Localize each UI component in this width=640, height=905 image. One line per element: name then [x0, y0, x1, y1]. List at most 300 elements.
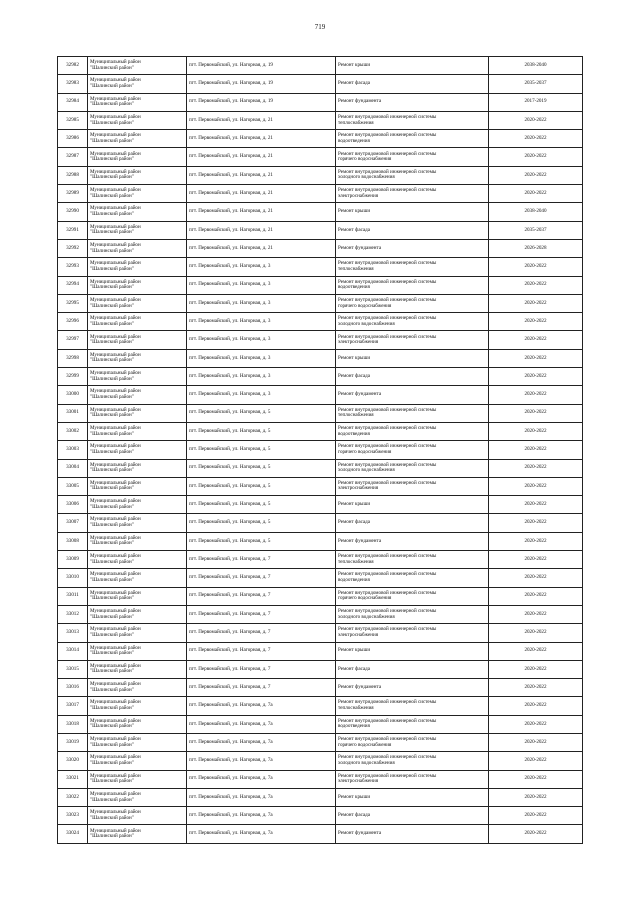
- work-type-line-2: теплоснабжения: [338, 558, 374, 565]
- municipality-cell: [88, 679, 187, 697]
- work-type-line-2: водоотведения: [338, 723, 370, 730]
- table-row: [58, 551, 583, 569]
- municipality-line-1: Муниципальный район: [90, 809, 141, 816]
- work-type-cell: [336, 111, 489, 129]
- municipality-cell: [88, 605, 187, 623]
- municipality-line-1: Муниципальный район: [90, 278, 141, 285]
- work-type-cell: [336, 75, 489, 93]
- municipality-line-2: "Шалинский район": [90, 302, 134, 309]
- municipality-cell: [88, 551, 187, 569]
- municipality-line-1: Муниципальный район: [90, 168, 141, 175]
- municipality-line-1: Муниципальный район: [90, 315, 141, 322]
- period-cell: 2035-2037: [489, 221, 583, 239]
- municipality-line-2: "Шалинский район": [90, 448, 134, 455]
- row-id: 33011: [58, 587, 88, 605]
- work-type-line-2: теплоснабжения: [338, 705, 374, 712]
- municipality-line-2: "Шалинский район": [90, 393, 134, 400]
- work-type-line-1: Ремонт внутридомовой инженерной системы: [338, 736, 437, 743]
- row-id: 32985: [58, 111, 88, 129]
- address-cell: пгт. Первомайский, ул. Нагорная, д. 3: [187, 276, 336, 294]
- period-cell: 2020-2022: [489, 441, 583, 459]
- address-cell: пгт. Первомайский, ул. Нагорная, д. 7: [187, 551, 336, 569]
- address-cell: пгт. Первомайский, ул. Нагорная, д. 21: [187, 221, 336, 239]
- municipality-cell: [88, 331, 187, 349]
- work-type-line-2: водоотведения: [338, 137, 370, 144]
- municipality-line-2: "Шалинский район": [90, 668, 134, 675]
- municipality-line-1: Муниципальный район: [90, 223, 141, 230]
- municipality-line-1: Муниципальный район: [90, 443, 141, 450]
- work-type-line-1: Ремонт внутридомовой инженерной системы: [338, 754, 437, 761]
- row-id: 32998: [58, 349, 88, 367]
- work-type-line-2: горячего водоснабжения: [338, 302, 392, 309]
- municipality-cell: [88, 422, 187, 440]
- table-row: [58, 313, 583, 331]
- municipality-line-1: Муниципальный район: [90, 626, 141, 633]
- municipality-line-1: Муниципальный район: [90, 644, 141, 651]
- municipality-line-2: "Шалинский район": [90, 430, 134, 437]
- work-type-cell: [336, 770, 489, 788]
- work-type-line-1: Ремонт внутридомовой инженерной системы: [338, 424, 437, 431]
- table-row: [58, 679, 583, 697]
- row-id: 32999: [58, 368, 88, 386]
- work-type-line-1: Ремонт фасада: [338, 372, 371, 379]
- municipality-line-1: Муниципальный район: [90, 498, 141, 505]
- work-type-cell: [336, 660, 489, 678]
- municipality-cell: [88, 111, 187, 129]
- address-cell: пгт. Первомайский, ул. Нагорная, д. 5: [187, 422, 336, 440]
- municipality-line-2: "Шалинский район": [90, 284, 134, 291]
- work-type-cell: [336, 294, 489, 312]
- row-id: 32992: [58, 239, 88, 257]
- work-type-line-2: электроснабжения: [338, 192, 379, 199]
- municipality-cell: [88, 715, 187, 733]
- work-type-line-2: электроснабжения: [338, 631, 379, 638]
- work-type-line-1: Ремонт внутридомовой инженерной системы: [338, 278, 437, 285]
- work-type-cell: [336, 587, 489, 605]
- row-id: 32983: [58, 75, 88, 93]
- municipality-line-1: Муниципальный район: [90, 479, 141, 486]
- address-cell: пгт. Первомайский, ул. Нагорная, д. 3: [187, 386, 336, 404]
- row-id: 33014: [58, 642, 88, 660]
- period-cell: 2020-2022: [489, 496, 583, 514]
- row-id: 33001: [58, 404, 88, 422]
- work-type-line-1: Ремонт фундамента: [338, 244, 382, 251]
- municipality-line-2: "Шалинский район": [90, 613, 134, 620]
- municipality-line-2: "Шалинский район": [90, 503, 134, 510]
- table-row: [58, 587, 583, 605]
- municipality-cell: [88, 441, 187, 459]
- work-type-line-1: Ремонт внутридомовой инженерной системы: [338, 571, 437, 578]
- period-cell: 2020-2022: [489, 422, 583, 440]
- municipality-line-2: "Шалинский район": [90, 631, 134, 638]
- municipality-line-2: "Шалинский район": [90, 540, 134, 547]
- period-cell: 2020-2022: [489, 551, 583, 569]
- work-type-line-2: холодного водоснабжения: [338, 320, 395, 327]
- period-cell: 2020-2022: [489, 313, 583, 331]
- work-type-line-2: холодного водоснабжения: [338, 467, 395, 474]
- municipality-line-2: "Шалинский район": [90, 64, 134, 71]
- work-type-line-1: Ремонт внутридомовой инженерной системы: [338, 607, 437, 614]
- municipality-cell: [88, 733, 187, 751]
- work-type-cell: [336, 386, 489, 404]
- table-row: [58, 697, 583, 715]
- address-cell: пгт. Первомайский, ул. Нагорная, д. 7: [187, 569, 336, 587]
- period-cell: 2020-2022: [489, 715, 583, 733]
- work-type-cell: [336, 679, 489, 697]
- address-cell: пгт. Первомайский, ул. Нагорная, д. 7: [187, 624, 336, 642]
- municipality-cell: [88, 660, 187, 678]
- municipality-line-1: Муниципальный район: [90, 388, 141, 395]
- municipality-line-1: Муниципальный район: [90, 132, 141, 139]
- municipality-line-1: Муниципальный район: [90, 370, 141, 377]
- period-cell: 2038-2040: [489, 57, 583, 75]
- row-id: 32987: [58, 148, 88, 166]
- municipality-cell: [88, 496, 187, 514]
- municipality-line-2: "Шалинский район": [90, 192, 134, 199]
- municipality-cell: [88, 130, 187, 148]
- work-type-line-2: холодного водоснабжения: [338, 759, 395, 766]
- period-cell: 2020-2022: [489, 788, 583, 806]
- address-cell: пгт. Первомайский, ул. Нагорная, д. 19: [187, 57, 336, 75]
- work-type-line-1: Ремонт фасада: [338, 226, 371, 233]
- municipality-cell: [88, 532, 187, 550]
- municipality-line-1: Муниципальный район: [90, 589, 141, 596]
- work-type-line-2: электроснабжения: [338, 778, 379, 785]
- address-cell: пгт. Первомайский, ул. Нагорная, д. 3: [187, 294, 336, 312]
- table-row: [58, 477, 583, 495]
- period-cell: 2035-2037: [489, 75, 583, 93]
- address-cell: пгт. Первомайский, ул. Нагорная, д. 21: [187, 111, 336, 129]
- table-row: [58, 294, 583, 312]
- municipality-cell: [88, 166, 187, 184]
- municipality-line-1: Муниципальный район: [90, 772, 141, 779]
- work-type-line-1: Ремонт внутридомовой инженерной системы: [338, 461, 437, 468]
- period-cell: 2020-2022: [489, 349, 583, 367]
- municipality-cell: [88, 276, 187, 294]
- period-cell: 2020-2022: [489, 660, 583, 678]
- table-row: [58, 93, 583, 111]
- municipality-cell: [88, 770, 187, 788]
- period-cell: 2020-2022: [489, 825, 583, 843]
- work-type-line-1: Ремонт крыши: [338, 647, 371, 654]
- work-type-cell: [336, 368, 489, 386]
- municipality-line-1: Муниципальный район: [90, 461, 141, 468]
- municipality-line-1: Муниципальный район: [90, 406, 141, 413]
- municipality-line-1: Муниципальный район: [90, 790, 141, 797]
- table-row: [58, 514, 583, 532]
- municipality-cell: [88, 221, 187, 239]
- work-type-line-1: Ремонт внутридомовой инженерной системы: [338, 589, 437, 596]
- period-cell: 2020-2022: [489, 459, 583, 477]
- table-row: [58, 715, 583, 733]
- work-type-cell: [336, 57, 489, 75]
- period-cell: 2026-2028: [489, 239, 583, 257]
- municipality-cell: [88, 624, 187, 642]
- row-id: 33002: [58, 422, 88, 440]
- row-id: 33023: [58, 807, 88, 825]
- table-row: [58, 57, 583, 75]
- municipality-line-2: "Шалинский район": [90, 833, 134, 840]
- municipality-line-2: "Шалинский район": [90, 174, 134, 181]
- municipality-line-2: "Шалинский район": [90, 82, 134, 89]
- municipality-cell: [88, 386, 187, 404]
- row-id: 32994: [58, 276, 88, 294]
- table-row: [58, 221, 583, 239]
- municipality-line-1: Муниципальный район: [90, 681, 141, 688]
- work-type-cell: [336, 459, 489, 477]
- work-type-line-2: горячего водоснабжения: [338, 595, 392, 602]
- municipality-cell: [88, 569, 187, 587]
- municipality-line-2: "Шалинский район": [90, 686, 134, 693]
- municipality-cell: [88, 404, 187, 422]
- period-cell: 2020-2022: [489, 185, 583, 203]
- table-row: [58, 386, 583, 404]
- work-type-line-1: Ремонт фасада: [338, 80, 371, 87]
- table-row: [58, 331, 583, 349]
- period-cell: 2020-2022: [489, 514, 583, 532]
- municipality-line-1: Муниципальный район: [90, 662, 141, 669]
- municipality-line-2: "Шалинский район": [90, 723, 134, 730]
- municipality-cell: [88, 185, 187, 203]
- table-row: [58, 752, 583, 770]
- period-cell: 2020-2022: [489, 477, 583, 495]
- work-type-line-1: Ремонт крыши: [338, 61, 371, 68]
- work-type-line-1: Ремонт фундамента: [338, 537, 382, 544]
- work-type-line-1: Ремонт крыши: [338, 500, 371, 507]
- address-cell: пгт. Первомайский, ул. Нагорная, д. 3: [187, 331, 336, 349]
- work-type-cell: [336, 532, 489, 550]
- municipality-line-2: "Шалинский район": [90, 339, 134, 346]
- municipality-line-2: "Шалинский район": [90, 796, 134, 803]
- municipality-line-2: "Шалинский район": [90, 119, 134, 126]
- work-type-cell: [336, 807, 489, 825]
- work-type-cell: [336, 715, 489, 733]
- row-id: 32996: [58, 313, 88, 331]
- table-row: [58, 166, 583, 184]
- work-type-line-1: Ремонт внутридомовой инженерной системы: [338, 717, 437, 724]
- municipality-line-1: Муниципальный район: [90, 242, 141, 249]
- work-type-cell: [336, 221, 489, 239]
- page-number: 719: [314, 23, 326, 31]
- municipality-line-2: "Шалинский район": [90, 595, 134, 602]
- table-row: [58, 569, 583, 587]
- address-cell: пгт. Первомайский, ул. Нагорная, д. 19: [187, 75, 336, 93]
- municipality-cell: [88, 459, 187, 477]
- work-type-cell: [336, 349, 489, 367]
- period-cell: 2017-2019: [489, 93, 583, 111]
- row-id: 33010: [58, 569, 88, 587]
- work-type-line-1: Ремонт фундамента: [338, 98, 382, 105]
- work-type-cell: [336, 203, 489, 221]
- table-row: [58, 642, 583, 660]
- row-id: 33020: [58, 752, 88, 770]
- work-type-cell: [336, 733, 489, 751]
- row-id: 33024: [58, 825, 88, 843]
- work-type-line-2: теплоснабжения: [338, 265, 374, 272]
- period-cell: 2020-2022: [489, 111, 583, 129]
- period-cell: 2020-2022: [489, 368, 583, 386]
- work-type-cell: [336, 697, 489, 715]
- address-cell: пгт. Первомайский, ул. Нагорная, д. 7а: [187, 825, 336, 843]
- work-type-line-1: Ремонт внутридомовой инженерной системы: [338, 150, 437, 157]
- municipality-line-2: "Шалинский район": [90, 247, 134, 254]
- work-type-cell: [336, 496, 489, 514]
- address-cell: пгт. Первомайский, ул. Нагорная, д. 5: [187, 496, 336, 514]
- municipality-line-1: Муниципальный район: [90, 351, 141, 358]
- municipality-line-1: Муниципальный район: [90, 516, 141, 523]
- row-id: 33019: [58, 733, 88, 751]
- address-cell: пгт. Первомайский, ул. Нагорная, д. 7а: [187, 697, 336, 715]
- municipality-cell: [88, 258, 187, 276]
- table-row: [58, 130, 583, 148]
- table-body: [58, 57, 583, 844]
- address-cell: пгт. Первомайский, ул. Нагорная, д. 3: [187, 258, 336, 276]
- municipality-line-1: Муниципальный район: [90, 150, 141, 157]
- municipality-cell: [88, 587, 187, 605]
- work-type-line-1: Ремонт крыши: [338, 793, 371, 800]
- municipality-cell: [88, 294, 187, 312]
- municipality-line-1: Муниципальный район: [90, 77, 141, 84]
- table-row: [58, 404, 583, 422]
- municipality-line-1: Муниципальный район: [90, 827, 141, 834]
- municipality-cell: [88, 752, 187, 770]
- municipality-cell: [88, 514, 187, 532]
- period-cell: 2020-2022: [489, 697, 583, 715]
- municipality-cell: [88, 203, 187, 221]
- municipality-cell: [88, 825, 187, 843]
- period-cell: 2020-2022: [489, 679, 583, 697]
- repair-schedule-table: [57, 56, 583, 844]
- table-row: [58, 148, 583, 166]
- address-cell: пгт. Первомайский, ул. Нагорная, д. 7а: [187, 715, 336, 733]
- municipality-cell: [88, 807, 187, 825]
- address-cell: пгт. Первомайский, ул. Нагорная, д. 7: [187, 642, 336, 660]
- municipality-line-2: "Шалинский район": [90, 814, 134, 821]
- row-id: 32989: [58, 185, 88, 203]
- address-cell: пгт. Первомайский, ул. Нагорная, д. 21: [187, 203, 336, 221]
- municipality-line-1: Муниципальный район: [90, 113, 141, 120]
- period-cell: 2020-2022: [489, 624, 583, 642]
- municipality-line-2: "Шалинский район": [90, 229, 134, 236]
- row-id: 33022: [58, 788, 88, 806]
- period-cell: 2020-2022: [489, 642, 583, 660]
- municipality-line-2: "Шалинский район": [90, 211, 134, 218]
- work-type-line-1: Ремонт внутридомовой инженерной системы: [338, 772, 437, 779]
- work-type-cell: [336, 752, 489, 770]
- municipality-line-1: Муниципальный район: [90, 95, 141, 102]
- row-id: 32997: [58, 331, 88, 349]
- address-cell: пгт. Первомайский, ул. Нагорная, д. 7а: [187, 752, 336, 770]
- work-type-cell: [336, 624, 489, 642]
- table-row: [58, 733, 583, 751]
- municipality-line-2: "Шалинский район": [90, 320, 134, 327]
- period-cell: 2020-2022: [489, 752, 583, 770]
- work-type-line-1: Ремонт фундамента: [338, 830, 382, 837]
- address-cell: пгт. Первомайский, ул. Нагорная, д. 3: [187, 349, 336, 367]
- row-id: 33009: [58, 551, 88, 569]
- work-type-line-1: Ремонт фундамента: [338, 391, 382, 398]
- work-type-line-2: горячего водоснабжения: [338, 448, 392, 455]
- table-row: [58, 111, 583, 129]
- table-row: [58, 185, 583, 203]
- table-row: [58, 788, 583, 806]
- row-id: 32986: [58, 130, 88, 148]
- period-cell: 2020-2022: [489, 807, 583, 825]
- municipality-line-1: Муниципальный район: [90, 187, 141, 194]
- work-type-line-2: электроснабжения: [338, 339, 379, 346]
- period-cell: 2020-2022: [489, 148, 583, 166]
- work-type-line-1: Ремонт внутридомовой инженерной системы: [338, 260, 437, 267]
- municipality-cell: [88, 642, 187, 660]
- period-cell: 2020-2022: [489, 587, 583, 605]
- work-type-line-1: Ремонт внутридомовой инженерной системы: [338, 296, 437, 303]
- table-row: [58, 459, 583, 477]
- address-cell: пгт. Первомайский, ул. Нагорная, д. 7: [187, 587, 336, 605]
- address-cell: пгт. Первомайский, ул. Нагорная, д. 7а: [187, 788, 336, 806]
- work-type-line-1: Ремонт фасада: [338, 519, 371, 526]
- municipality-cell: [88, 313, 187, 331]
- table-row: [58, 349, 583, 367]
- work-type-line-2: водоотведения: [338, 284, 370, 291]
- address-cell: пгт. Первомайский, ул. Нагорная, д. 7а: [187, 733, 336, 751]
- municipality-line-1: Муниципальный район: [90, 333, 141, 340]
- address-cell: пгт. Первомайский, ул. Нагорная, д. 3: [187, 313, 336, 331]
- municipality-line-2: "Шалинский район": [90, 485, 134, 492]
- municipality-cell: [88, 477, 187, 495]
- municipality-line-2: "Шалинский район": [90, 558, 134, 565]
- row-id: 32993: [58, 258, 88, 276]
- work-type-cell: [336, 477, 489, 495]
- municipality-line-1: Муниципальный район: [90, 296, 141, 303]
- work-type-cell: [336, 239, 489, 257]
- period-cell: 2020-2022: [489, 258, 583, 276]
- municipality-line-2: "Шалинский район": [90, 741, 134, 748]
- municipality-line-1: Муниципальный район: [90, 754, 141, 761]
- table-row: [58, 368, 583, 386]
- municipality-line-1: Муниципальный район: [90, 260, 141, 267]
- municipality-line-1: Муниципальный район: [90, 571, 141, 578]
- period-cell: 2020-2022: [489, 331, 583, 349]
- table-row: [58, 807, 583, 825]
- municipality-line-1: Муниципальный район: [90, 553, 141, 560]
- municipality-cell: [88, 75, 187, 93]
- work-type-line-2: холодного водоснабжения: [338, 613, 395, 620]
- address-cell: пгт. Первомайский, ул. Нагорная, д. 21: [187, 166, 336, 184]
- table-row: [58, 441, 583, 459]
- work-type-cell: [336, 148, 489, 166]
- work-type-cell: [336, 551, 489, 569]
- table-row: [58, 239, 583, 257]
- work-type-cell: [336, 404, 489, 422]
- work-type-line-1: Ремонт внутридомовой инженерной системы: [338, 699, 437, 706]
- row-id: 33008: [58, 532, 88, 550]
- work-type-cell: [336, 788, 489, 806]
- municipality-line-2: "Шалинский район": [90, 522, 134, 529]
- address-cell: пгт. Первомайский, ул. Нагорная, д. 5: [187, 404, 336, 422]
- work-type-line-2: электроснабжения: [338, 485, 379, 492]
- work-type-line-2: холодного водоснабжения: [338, 174, 395, 181]
- row-id: 32990: [58, 203, 88, 221]
- work-type-line-1: Ремонт внутридомовой инженерной системы: [338, 315, 437, 322]
- municipality-line-2: "Шалинский район": [90, 101, 134, 108]
- period-cell: 2020-2022: [489, 166, 583, 184]
- row-id: 32988: [58, 166, 88, 184]
- municipality-line-2: "Шалинский район": [90, 137, 134, 144]
- table-row: [58, 624, 583, 642]
- row-id: 33012: [58, 605, 88, 623]
- municipality-cell: [88, 788, 187, 806]
- municipality-line-1: Муниципальный район: [90, 205, 141, 212]
